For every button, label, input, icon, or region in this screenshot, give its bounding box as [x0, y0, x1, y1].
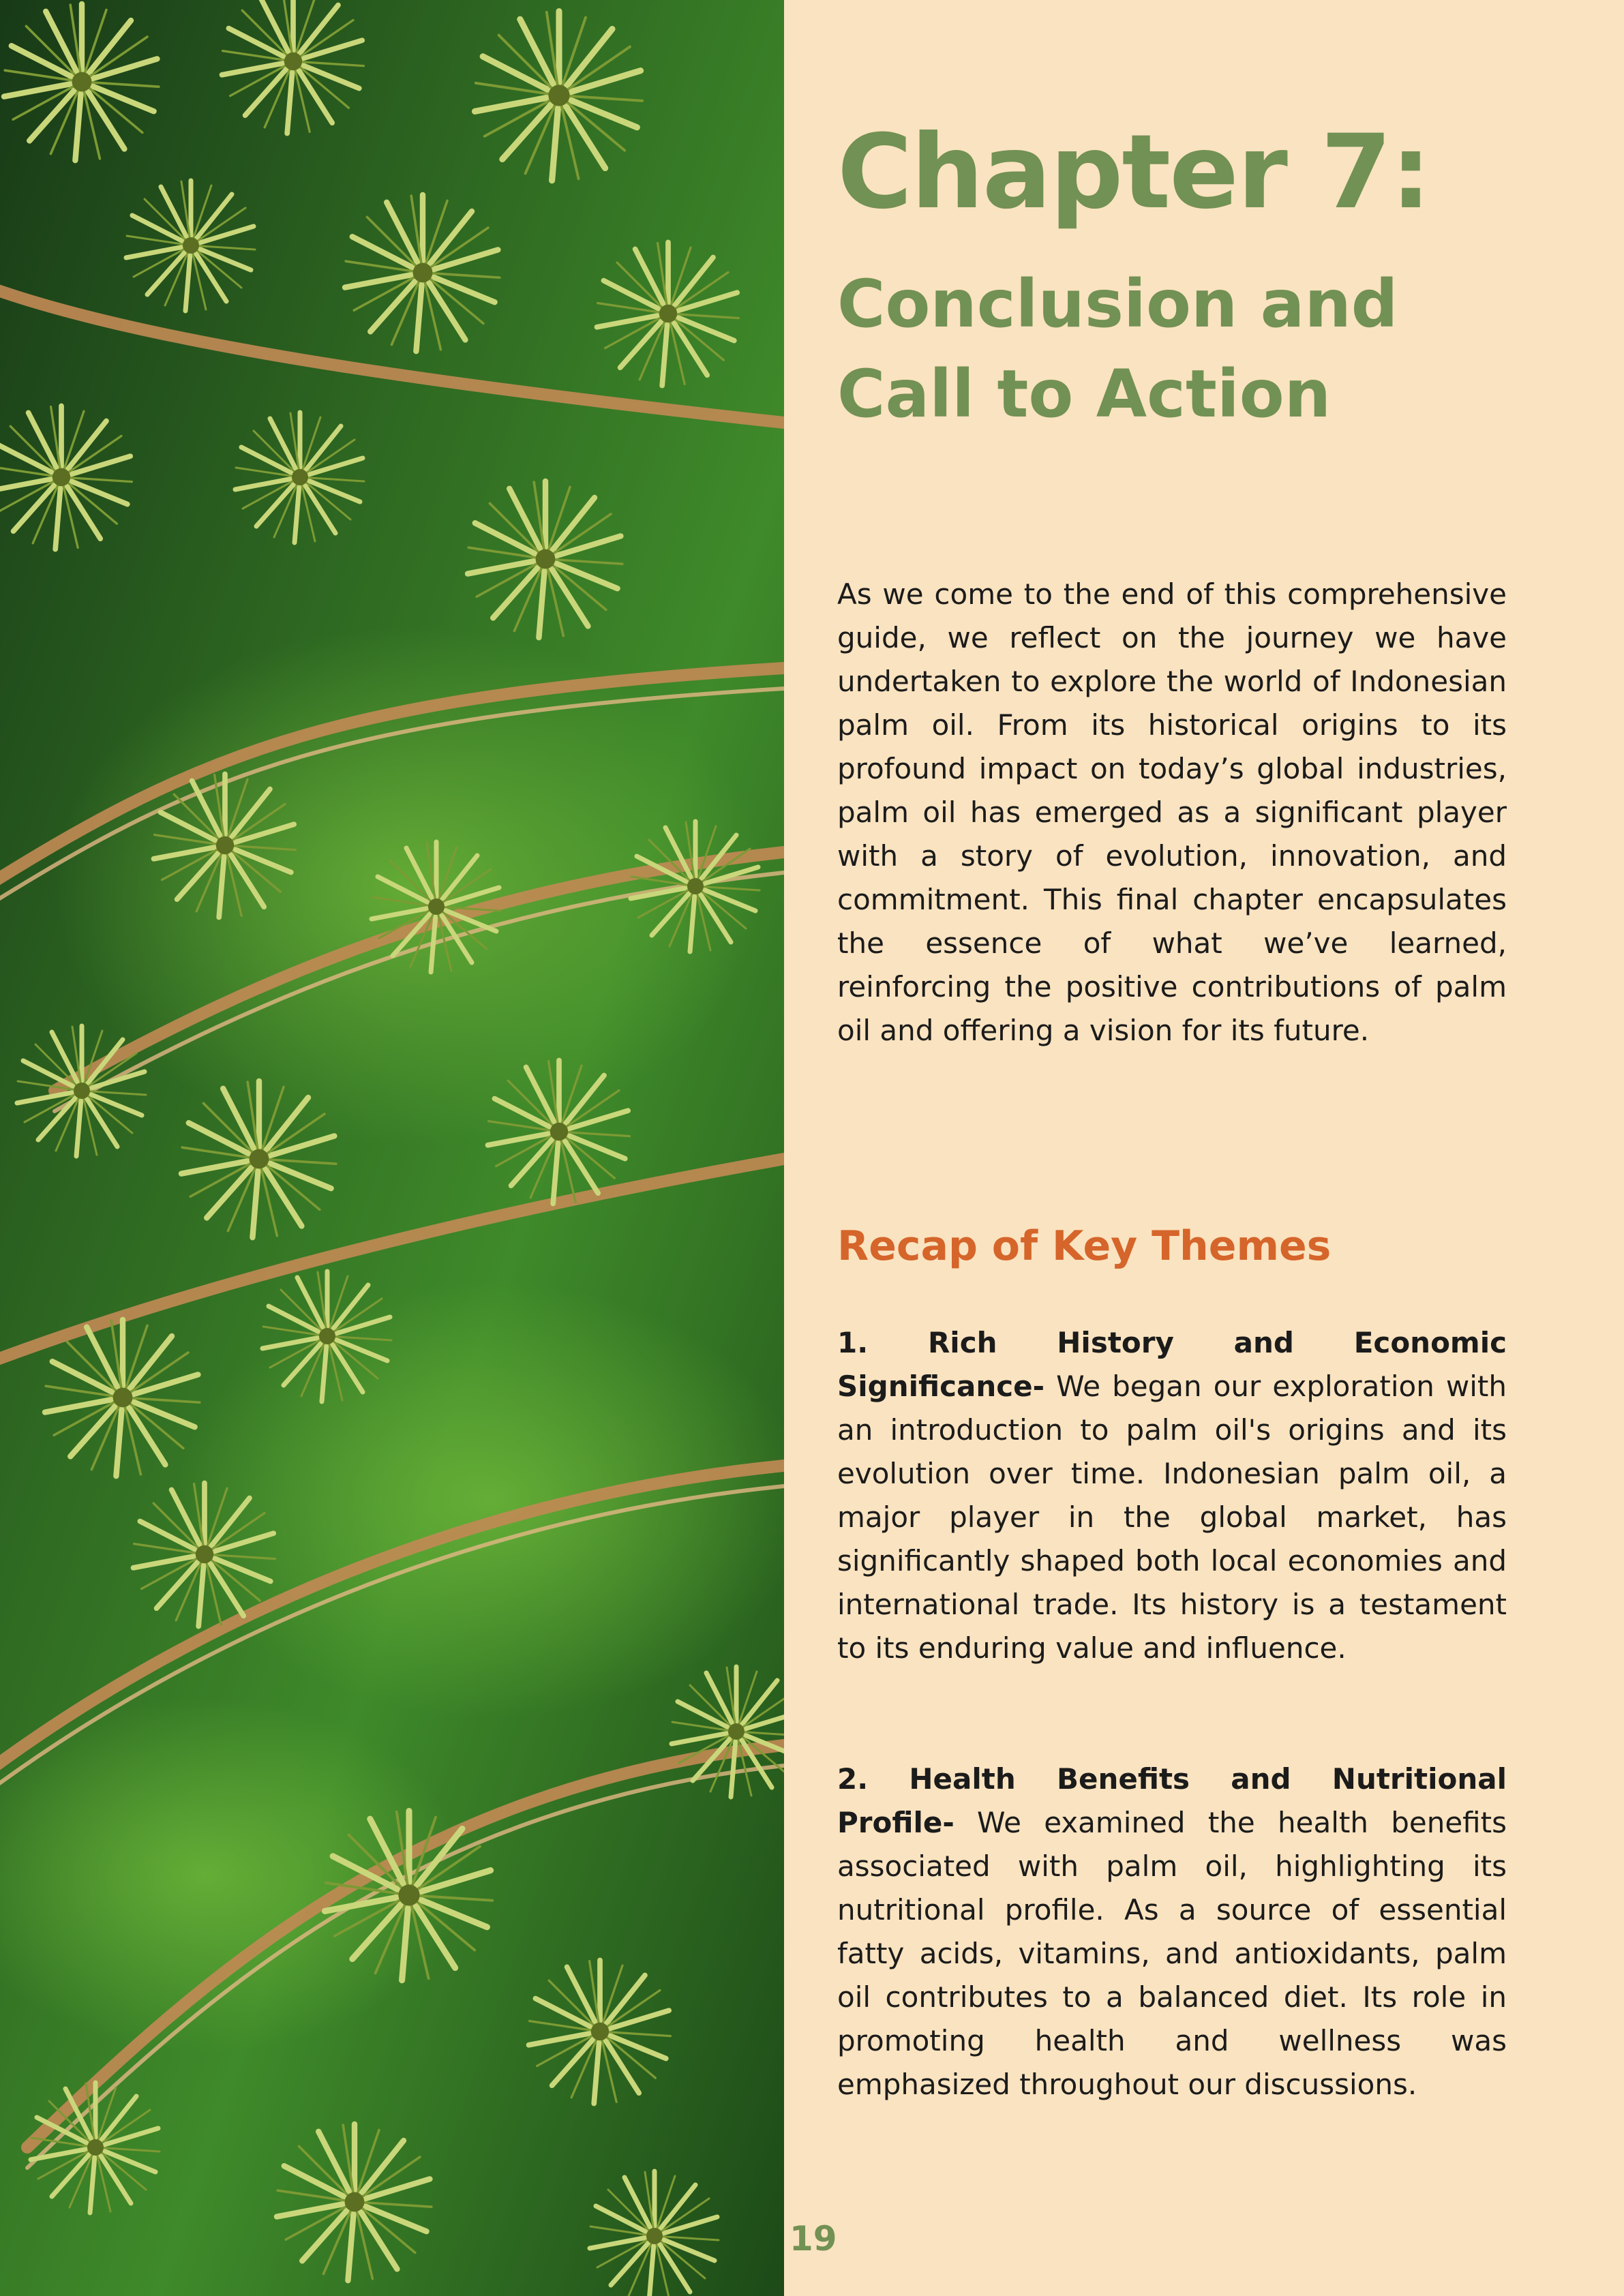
page-number: 19 [790, 2219, 837, 2259]
intro-paragraph: As we come to the end of this comprehensive guide, we reflect on the journey we have undertaken to explore the world of Indonesian palm oil. From its historical origins to its profound impact on today’s global industries, palm oil has emerged as a significant player with a story of evolution, innovation, and commitment. This final chapter encapsulates the essence of what we’ve learned, reinforcing the positive contributions of palm oil and offering a vision for its future. [837, 577, 1507, 1047]
chapter-title: Conclusion and Call to Action [837, 266, 1398, 432]
theme-1-text: We began our exploration with an introduction to palm oil's origins and its evolution over time. Indonesian palm oil, a major player in the global market, has significantly shaped both local economies and international trade. Its history is a testament to its enduring value and influence. [837, 1370, 1507, 1665]
theme-2-title: 2. Health Benefits and Nutritional Profile- [837, 1762, 1507, 1839]
theme-item-1 [837, 1321, 1507, 1670]
aerial-palm-plantation-photo [0, 0, 784, 2296]
section-heading: Recap of Key Themes [837, 1222, 1332, 1270]
theme-item-2 [837, 1757, 1507, 2106]
theme-1-title: 1. Rich History and Economic Significance- [837, 1326, 1507, 1403]
theme-2-text: We examined the health benefits associated with palm oil, highlighting its nutritional profile. As a source of essential fatty acids, vitamins, and antioxidants, palm oil contributes to a balanced diet. Its role in promoting health and wellness was emphasized throughout our discussions. [837, 1806, 1507, 2101]
chapter-number: Chapter 7: [837, 113, 1430, 232]
